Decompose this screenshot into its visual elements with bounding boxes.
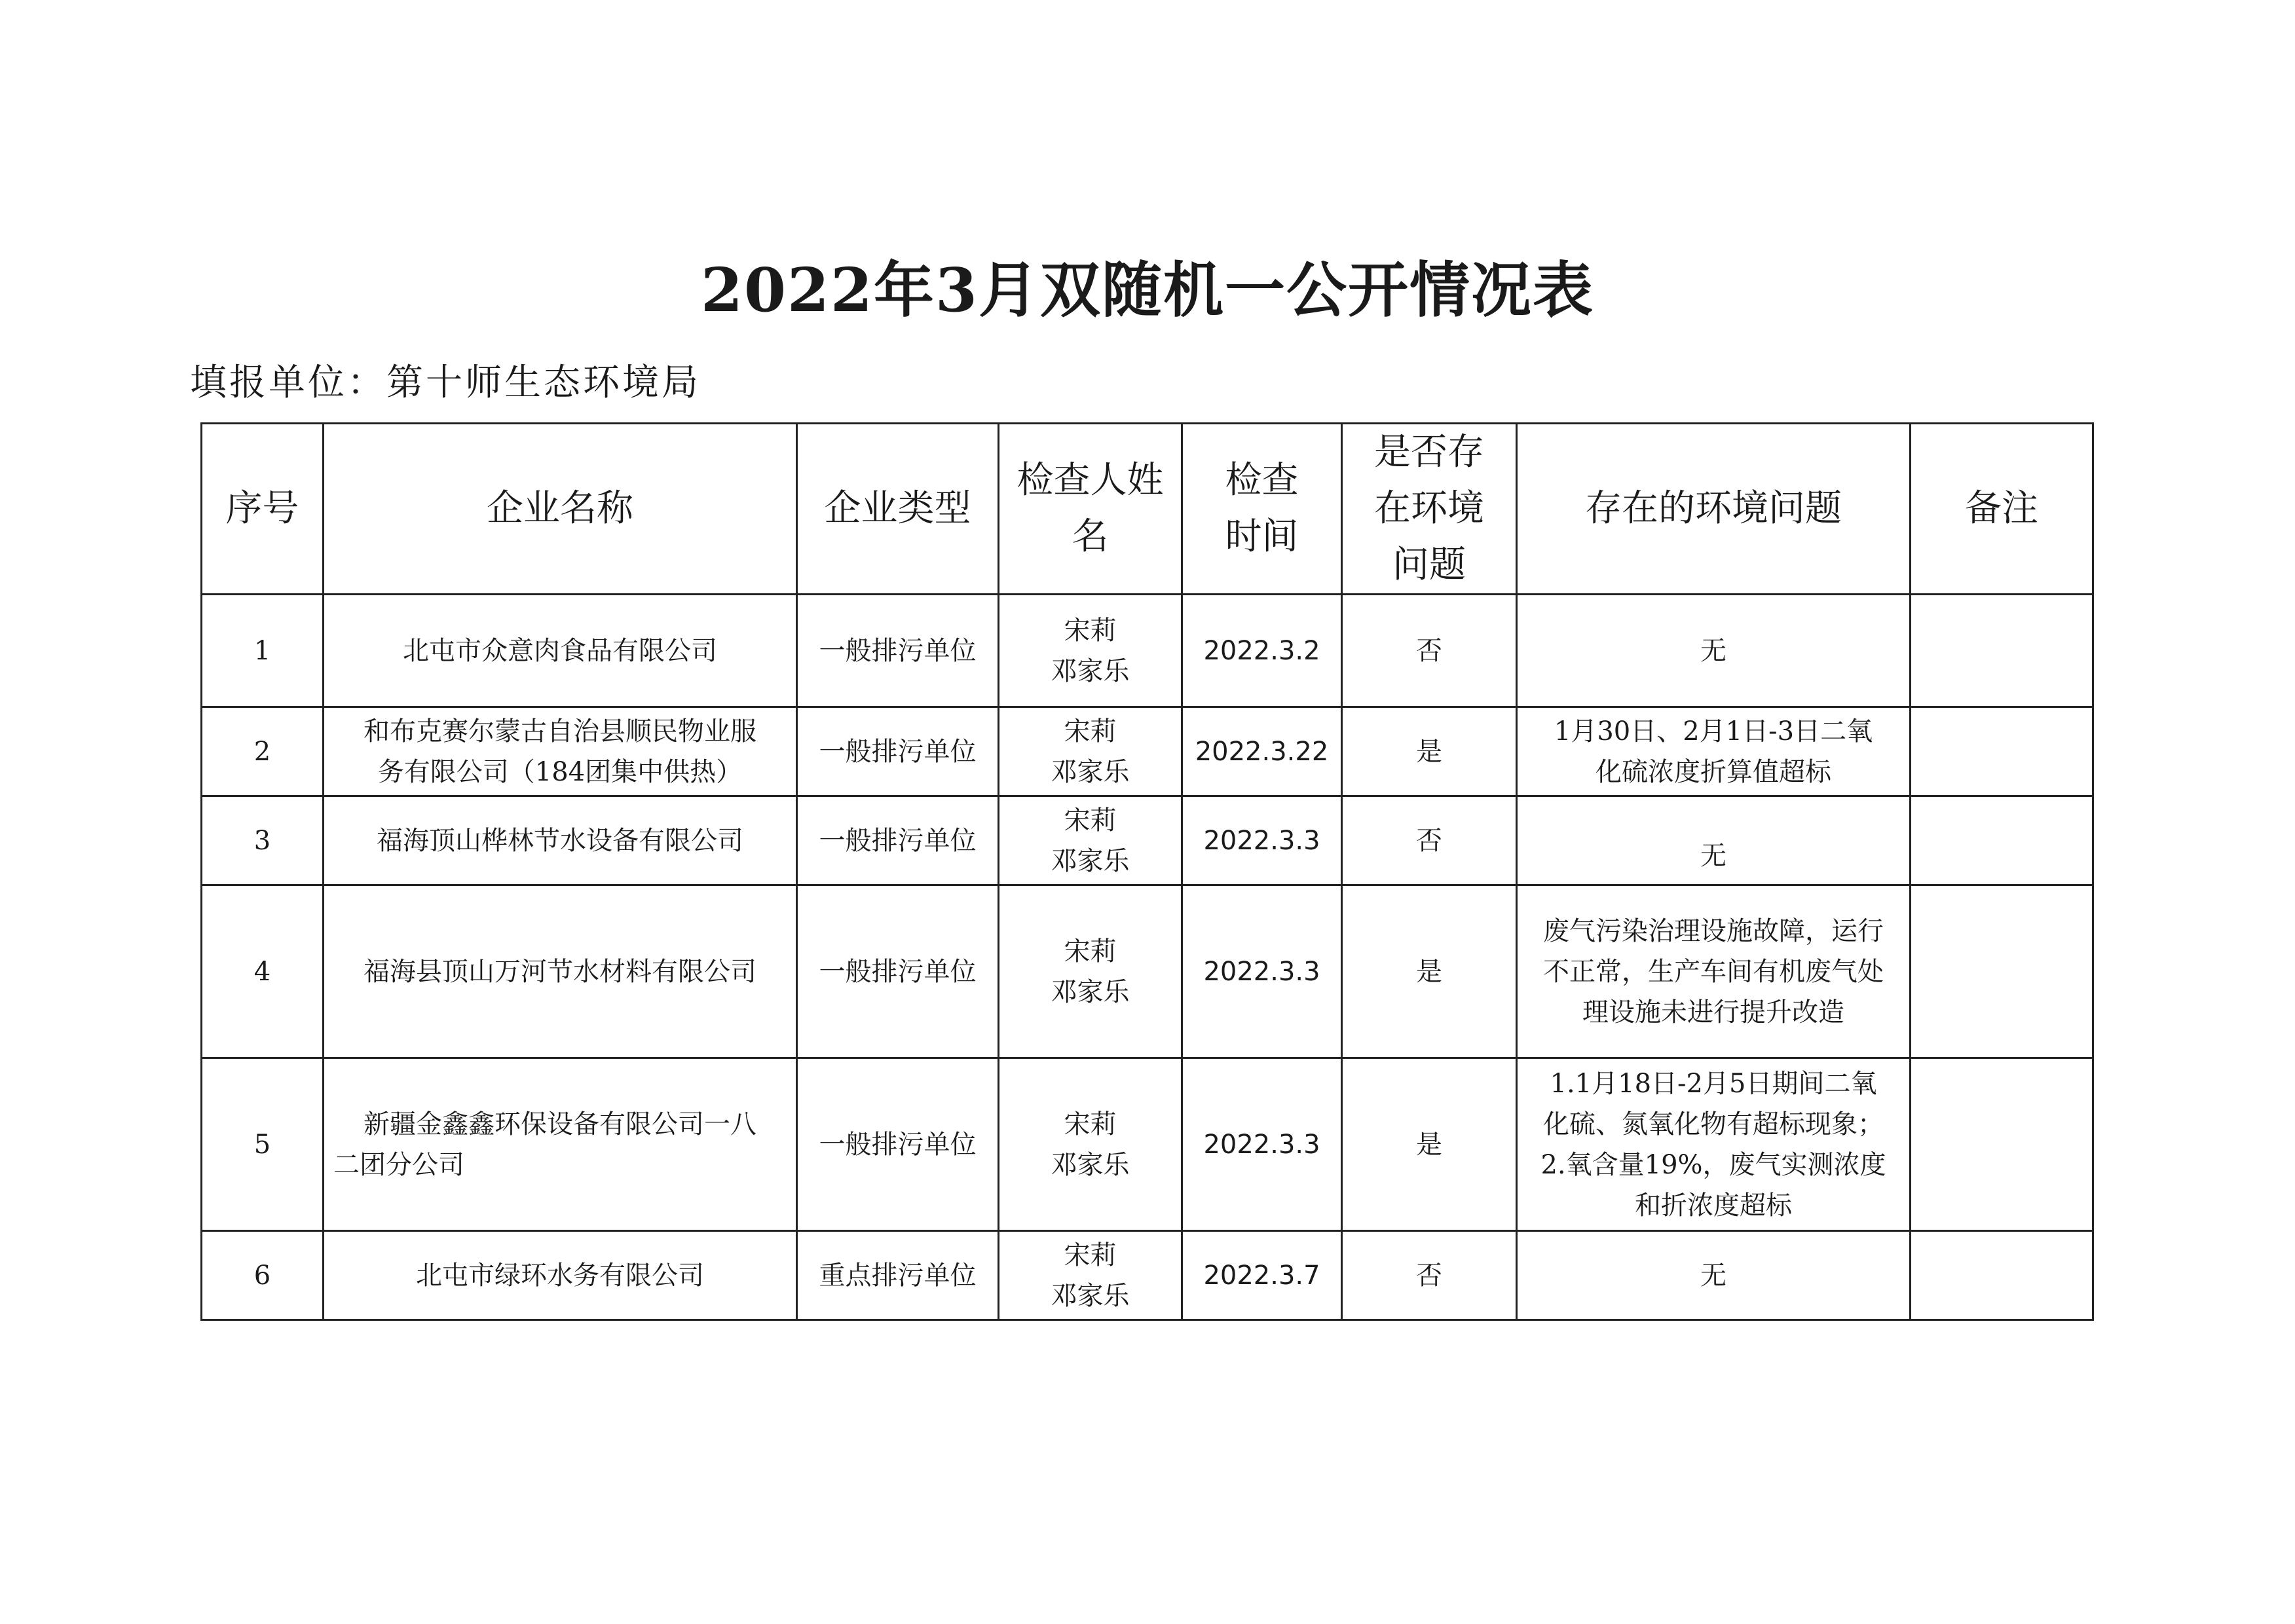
- cell-type: 一般排污单位: [797, 885, 999, 1058]
- cell-company: [324, 1231, 797, 1320]
- cell-seq: 3: [202, 796, 324, 885]
- cell-date: 2022.3.3: [1182, 885, 1342, 1058]
- table-row: [202, 1231, 2093, 1320]
- cell-type: 一般排污单位: [797, 796, 999, 885]
- cell-inspector-2: 邓家乐: [1051, 655, 1130, 686]
- cell-date: 2022.3.3: [1182, 1058, 1342, 1231]
- cell-inspector-2: 邓家乐: [1051, 976, 1130, 1007]
- cell-type: 重点排污单位: [797, 1231, 999, 1320]
- cell-inspector-2: 邓家乐: [1051, 1280, 1130, 1311]
- cell-company: [324, 595, 797, 707]
- table-header-row: [202, 424, 2093, 595]
- header-issue-flag-line3: 问题: [1392, 544, 1466, 586]
- cell-company-line1: 和布克赛尔蒙古自治县顺民物业服: [364, 716, 756, 747]
- cell-inspector-1: 宋莉: [1064, 1109, 1117, 1139]
- cell-inspector: [999, 1231, 1182, 1320]
- cell-inspector-2: 邓家乐: [1051, 756, 1130, 787]
- cell-inspector-2: 邓家乐: [1051, 845, 1130, 876]
- cell-company-line1: 北屯市绿环水务有限公司: [416, 1260, 704, 1291]
- cell-remarks: [1911, 796, 2093, 885]
- cell-issue-line3: 2.氧含量19%，废气实测浓度: [1540, 1149, 1886, 1180]
- cell-has-issue: 是: [1342, 707, 1517, 796]
- cell-issues: [1517, 595, 1911, 707]
- cell-issue-line1: 1月30日、2月1日-3日二氧: [1554, 716, 1873, 747]
- cell-issue-line2: 化硫浓度折算值超标: [1595, 756, 1831, 787]
- cell-inspector-2: 邓家乐: [1051, 1149, 1130, 1180]
- cell-issue-line2: 化硫、氮氧化物有超标现象；: [1543, 1109, 1884, 1139]
- cell-issue-line4: 和折浓度超标: [1635, 1190, 1792, 1221]
- table-row: [202, 595, 2093, 707]
- cell-remarks: [1911, 885, 2093, 1058]
- cell-inspector-1: 宋莉: [1064, 936, 1117, 967]
- header-company: 企业名称: [324, 424, 797, 595]
- header-inspector: [999, 424, 1182, 595]
- cell-issue-line1: 无: [1700, 635, 1726, 666]
- header-issues: 存在的环境问题: [1517, 424, 1911, 595]
- document-title: 2022年3月双随机一公开情况表: [700, 255, 1595, 325]
- cell-issues: [1517, 796, 1911, 885]
- cell-inspector: [999, 796, 1182, 885]
- header-issue-flag-line1: 是否存: [1374, 431, 1484, 473]
- cell-has-issue: 否: [1342, 595, 1517, 707]
- cell-inspector: [999, 1058, 1182, 1231]
- cell-has-issue: 是: [1342, 885, 1517, 1058]
- cell-type: 一般排污单位: [797, 1058, 999, 1231]
- cell-remarks: [1911, 1231, 2093, 1320]
- header-time: [1182, 424, 1342, 595]
- cell-issue-line1: 无: [1700, 841, 1726, 871]
- cell-inspector-1: 宋莉: [1064, 805, 1117, 836]
- cell-inspector: [999, 885, 1182, 1058]
- cell-company-line2: 务有限公司（184团集中供热）: [377, 756, 743, 787]
- cell-issue-line1: 废气污染治理设施故障，运行: [1543, 915, 1884, 946]
- cell-inspector: [999, 595, 1182, 707]
- header-type: 企业类型: [797, 424, 999, 595]
- cell-issues: [1517, 1058, 1911, 1231]
- header-inspector-line2: 名: [1072, 515, 1109, 558]
- cell-issues: [1517, 1231, 1911, 1320]
- header-seq: 序号: [202, 424, 324, 595]
- cell-inspector-1: 宋莉: [1064, 716, 1117, 747]
- cell-issue-line2: 不正常，生产车间有机废气处: [1543, 956, 1884, 987]
- cell-company-line1: 新疆金鑫鑫环保设备有限公司一八: [364, 1109, 756, 1139]
- header-issue-flag: [1342, 424, 1517, 595]
- cell-seq: 4: [202, 885, 324, 1058]
- cell-company: [324, 707, 797, 796]
- cell-date: 2022.3.7: [1182, 1231, 1342, 1320]
- cell-issues: [1517, 885, 1911, 1058]
- cell-seq: 6: [202, 1231, 324, 1320]
- cell-seq: 1: [202, 595, 324, 707]
- cell-has-issue: 是: [1342, 1058, 1517, 1231]
- cell-inspector: [999, 707, 1182, 796]
- inspection-table: [200, 422, 2094, 1321]
- cell-date: 2022.3.2: [1182, 595, 1342, 707]
- cell-company-line1: 北屯市众意肉食品有限公司: [403, 635, 717, 666]
- cell-company-line1: 福海顶山桦林节水设备有限公司: [377, 825, 743, 856]
- cell-date: 2022.3.3: [1182, 796, 1342, 885]
- cell-seq: 5: [202, 1058, 324, 1231]
- cell-company-line1: 福海县顶山万河节水材料有限公司: [364, 956, 756, 987]
- table-row: [202, 1058, 2093, 1231]
- cell-type: 一般排污单位: [797, 595, 999, 707]
- cell-company: [324, 885, 797, 1058]
- cell-company-line2: 二团分公司: [333, 1149, 464, 1180]
- cell-remarks: [1911, 595, 2093, 707]
- header-inspector-line1: 检查人姓: [1017, 459, 1164, 502]
- cell-issue-line1: 无: [1700, 1260, 1726, 1291]
- cell-has-issue: 否: [1342, 796, 1517, 885]
- cell-date: 2022.3.22: [1182, 707, 1342, 796]
- cell-issue-line3: 理设施未进行提升改造: [1582, 997, 1844, 1027]
- cell-remarks: [1911, 1058, 2093, 1231]
- cell-issues: [1517, 707, 1911, 796]
- cell-company: [324, 796, 797, 885]
- header-issue-flag-line2: 在环境: [1374, 487, 1484, 530]
- cell-inspector-1: 宋莉: [1064, 615, 1117, 646]
- reporting-unit: 填报单位：第十师生态环境局: [190, 361, 701, 404]
- cell-seq: 2: [202, 707, 324, 796]
- header-time-line1: 检查: [1225, 459, 1299, 502]
- cell-issue-line1: 1.1月18日-2月5日期间二氧: [1550, 1068, 1877, 1099]
- cell-company: [324, 1058, 797, 1231]
- cell-remarks: [1911, 707, 2093, 796]
- table-row: [202, 885, 2093, 1058]
- table-row: [202, 707, 2093, 796]
- header-time-line2: 时间: [1225, 515, 1299, 558]
- cell-has-issue: 否: [1342, 1231, 1517, 1320]
- header-remarks: 备注: [1911, 424, 2093, 595]
- cell-type: 一般排污单位: [797, 707, 999, 796]
- cell-inspector-1: 宋莉: [1064, 1240, 1117, 1270]
- table-row: [202, 796, 2093, 885]
